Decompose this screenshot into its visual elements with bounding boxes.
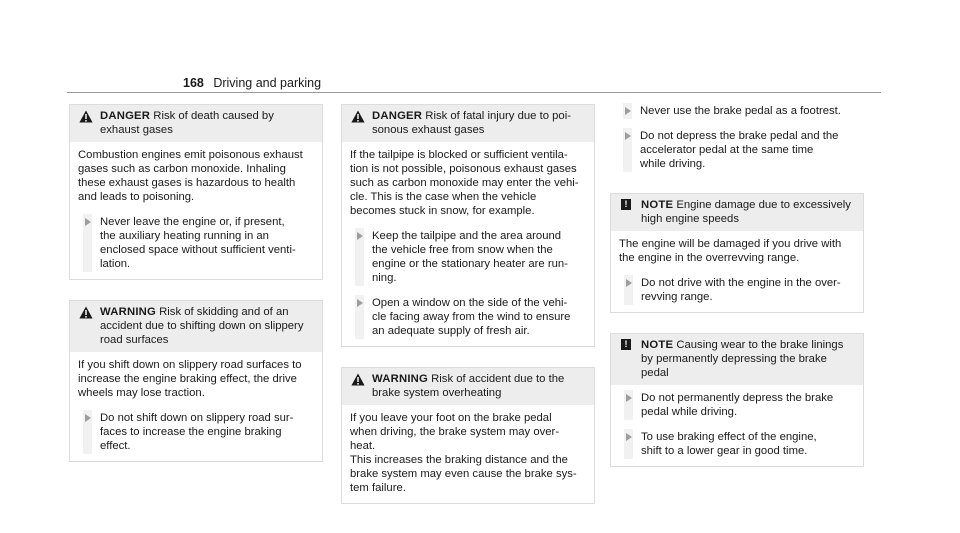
warning-triangle-icon <box>79 306 93 319</box>
warning-body <box>70 352 322 461</box>
page-header <box>183 76 321 90</box>
warning-body <box>342 405 594 503</box>
step-arrow-icon <box>85 218 91 226</box>
note-box <box>610 193 864 313</box>
note-header <box>611 194 863 231</box>
header-rule <box>67 92 881 93</box>
danger-header <box>342 105 594 142</box>
warning-label: WARNING <box>100 306 156 318</box>
plain-step-list <box>610 104 864 171</box>
note-box <box>610 333 864 467</box>
instruction-step <box>619 276 855 304</box>
danger-label: DANGER <box>100 110 151 122</box>
notice-exclamation-icon: ! <box>621 339 631 350</box>
column-2 <box>341 104 595 524</box>
column-1 <box>69 104 323 482</box>
step-text: Never leave the engine or, if present, the auxiliary heating running in an enclosed space without sufficient venti- lation. <box>100 216 296 270</box>
step-text: To use braking effect of the engine, shift to a lower gear in good time. <box>641 431 817 457</box>
step-arrow-icon <box>626 433 632 441</box>
step-arrow-icon <box>357 299 363 307</box>
step-text: Never use the brake pedal as a footrest. <box>640 105 841 117</box>
step-arrow-icon <box>626 394 632 402</box>
paragraph: The engine will be damaged if you drive with the engine in the overrevving range. <box>619 238 842 264</box>
warning-label: WARNING <box>372 373 428 385</box>
danger-box <box>69 104 323 280</box>
danger-title: Risk of fatal injury due to poi- sonous exhaust gases <box>372 110 571 136</box>
warning-header <box>342 368 594 405</box>
note-label: NOTE <box>641 339 674 351</box>
danger-header <box>70 105 322 142</box>
danger-box <box>341 104 595 347</box>
danger-body <box>70 142 322 279</box>
column-3 <box>610 104 864 487</box>
section-title: Driving and parking <box>213 76 322 90</box>
step-arrow-icon <box>625 132 631 140</box>
warning-title: Risk of skidding and of an accident due to shifting down on slippery road surfaces <box>100 306 304 346</box>
warning-triangle-icon <box>351 373 365 386</box>
instruction-step <box>618 129 856 171</box>
paragraph: Combustion engines emit poisonous exhaust gases such as carbon monoxide. Inhaling these exhaust gases is hazardous to health and leads to poisoning. <box>78 149 303 203</box>
note-title: Causing wear to the brake linings by permanently depressing the brake pedal <box>641 339 844 379</box>
instruction-step <box>619 391 855 419</box>
step-arrow-icon <box>625 107 631 115</box>
step-arrow-icon <box>357 232 363 240</box>
note-header <box>611 334 863 385</box>
paragraph: If you shift down on slippery road surfaces to increase the engine braking effect, the drive wheels may lose traction. <box>78 359 302 399</box>
danger-body <box>342 142 594 346</box>
page-number: 168 <box>183 76 204 90</box>
note-body <box>611 231 863 312</box>
step-arrow-icon <box>626 279 632 287</box>
instruction-step <box>618 104 856 118</box>
step-text: Do not shift down on slippery road sur- faces to increase the engine braking effect. <box>100 412 294 452</box>
paragraph: If you leave your foot on the brake pedal when driving, the brake system may over- heat. This increases the braking distance and the brake system may even cause the brake sys- tem failure. <box>350 412 577 494</box>
step-arrow-icon <box>85 414 91 422</box>
warning-title: Risk of accident due to the brake system overheating <box>372 373 565 399</box>
step-text: Do not permanently depress the brake pedal while driving. <box>641 392 834 418</box>
step-text: Do not drive with the engine in the over- revving range. <box>641 277 841 303</box>
warning-box <box>341 367 595 504</box>
warning-header <box>70 301 322 352</box>
instruction-step <box>78 215 314 271</box>
note-title: Engine damage due to excessively high engine speeds <box>641 199 851 225</box>
instruction-step <box>350 229 586 285</box>
danger-title: Risk of death caused by exhaust gases <box>100 110 274 136</box>
note-body <box>611 385 863 466</box>
warning-box <box>69 300 323 462</box>
notice-exclamation-icon: ! <box>621 199 631 210</box>
step-text: Do not depress the brake pedal and the accelerator pedal at the same time while driving. <box>640 130 839 170</box>
warning-triangle-icon <box>79 110 93 123</box>
danger-label: DANGER <box>372 110 423 122</box>
instruction-step <box>78 411 314 453</box>
note-label: NOTE <box>641 199 674 211</box>
paragraph: If the tailpipe is blocked or sufficient ventila- tion is not possible, poisonous exhaust gases such as carbon monoxide may enter the vehi- cle. This is the case when the vehicle becomes stuck in snow, for example. <box>350 149 579 217</box>
instruction-step <box>619 430 855 458</box>
step-text: Keep the tailpipe and the area around the vehicle free from snow when the engine or the stationary heater are run- ning. <box>372 230 568 284</box>
instruction-step <box>350 296 586 338</box>
step-text: Open a window on the side of the vehi- cle facing away from the wind to ensure an adequate supply of fresh air. <box>372 297 571 337</box>
warning-triangle-icon <box>351 110 365 123</box>
